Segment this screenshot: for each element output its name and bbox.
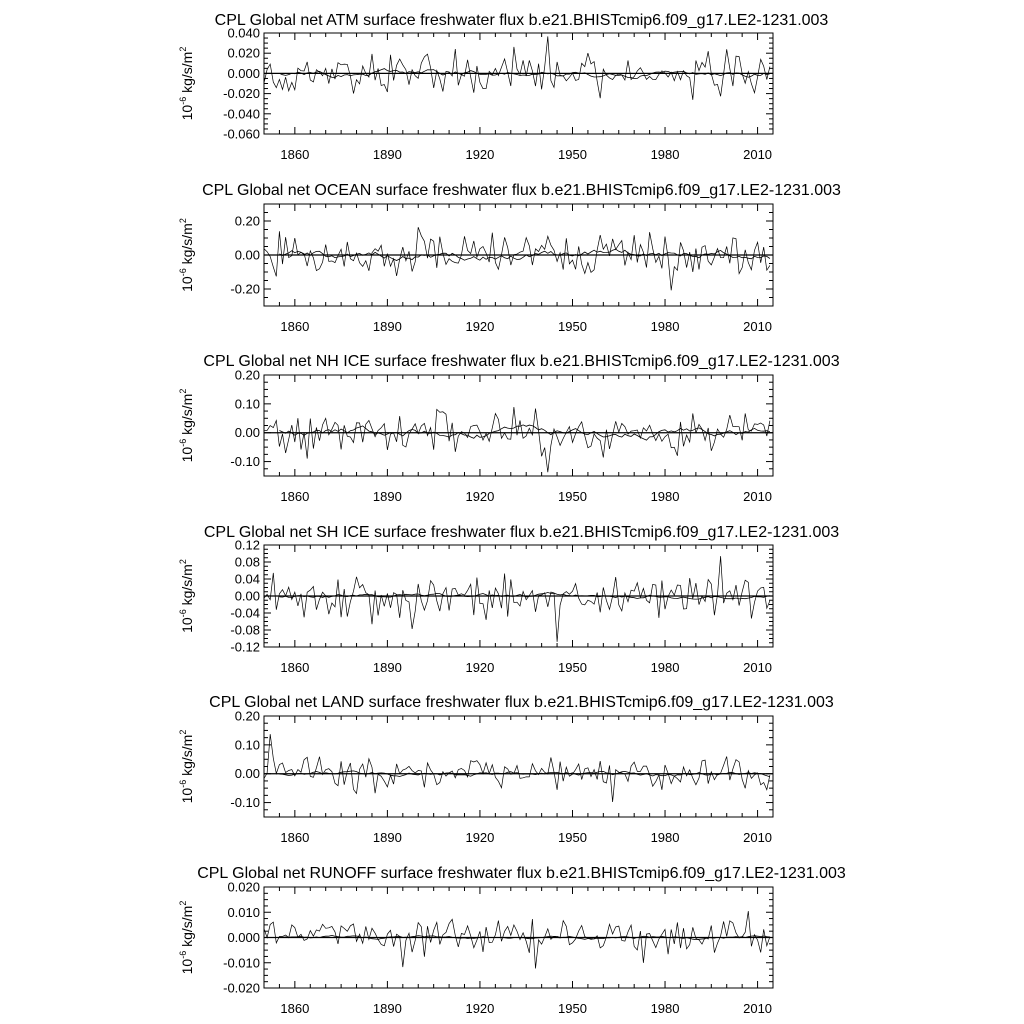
y-tick-label: 0.08 <box>234 554 260 570</box>
plot-frame <box>264 33 773 134</box>
y-tick-label: -0.04 <box>230 605 260 621</box>
x-tick-label: 1890 <box>372 660 402 675</box>
y-tick-label: 0.000 <box>227 65 260 81</box>
x-tick-label: 1950 <box>558 660 587 675</box>
y-tick-label: -0.040 <box>223 106 260 122</box>
x-tick-label: 2010 <box>743 319 773 334</box>
y-tick-label: 0.000 <box>227 930 260 945</box>
panel-title: CPL Global net LAND surface freshwater flux b.e21.BHISTcmip6.f09_g17.LE2-1231.003 <box>209 694 834 711</box>
y-axis-label: $10^{-6}$ $kg/s/m^2$ <box>178 900 195 975</box>
y-axis-label: $10^{-6}$ $kg/s/m^2$ <box>178 46 195 121</box>
y-tick-label: 0.00 <box>234 588 260 604</box>
x-tick-label: 1860 <box>280 830 310 845</box>
x-tick-label: 2010 <box>743 147 773 162</box>
y-tick-label: 0.00 <box>234 425 260 441</box>
panel-title: CPL Global net SH ICE surface freshwater flux b.e21.BHISTcmip6.f09_g17.LE2-1231.003 <box>203 524 840 541</box>
y-tick-label: 0.20 <box>234 708 260 724</box>
x-tick-label: 1950 <box>558 830 587 845</box>
panel-4 <box>178 524 839 675</box>
x-tick-label: 1890 <box>372 147 402 162</box>
y-tick-label: -0.10 <box>230 454 260 470</box>
x-tick-label: 1890 <box>372 319 402 334</box>
y-tick-label: -0.20 <box>230 281 260 297</box>
y-tick-label: 0.00 <box>234 766 260 782</box>
x-tick-label: 1920 <box>465 830 495 845</box>
x-tick-label: 1920 <box>465 489 495 504</box>
x-tick-label: 1860 <box>280 1001 310 1016</box>
y-tick-label: -0.020 <box>223 86 260 102</box>
y-tick-label: 0.010 <box>227 904 260 920</box>
x-tick-label: 1980 <box>650 147 680 162</box>
x-tick-label: 1860 <box>280 660 310 675</box>
y-axis-label: $10^{-6}$ $kg/s/m^2$ <box>178 388 195 463</box>
x-tick-label: 1980 <box>650 319 680 334</box>
x-tick-label: 1950 <box>558 319 587 334</box>
y-tick-label: 0.20 <box>234 213 260 229</box>
panel-title: CPL Global net ATM surface freshwater flux b.e21.BHISTcmip6.f09_g17.LE2-1231.003 <box>214 12 829 29</box>
x-tick-label: 1890 <box>372 830 402 845</box>
x-tick-label: 2010 <box>743 830 773 845</box>
panel-title: CPL Global net NH ICE surface freshwater flux b.e21.BHISTcmip6.f09_g17.LE2-1231.003 <box>203 353 840 370</box>
x-tick-label: 1920 <box>465 660 495 675</box>
x-tick-label: 1890 <box>372 489 402 504</box>
x-tick-label: 2010 <box>743 660 773 675</box>
panel-6 <box>178 865 846 1016</box>
series-line-annual <box>264 227 770 290</box>
x-tick-label: 1980 <box>650 1001 680 1016</box>
x-tick-label: 1950 <box>558 147 587 162</box>
series-line-annual <box>264 734 770 802</box>
series-line-annual <box>264 407 770 472</box>
x-tick-label: 1950 <box>558 489 587 504</box>
x-tick-label: 1920 <box>465 1001 495 1016</box>
x-tick-label: 1980 <box>650 489 680 504</box>
x-tick-label: 1980 <box>650 830 680 845</box>
y-tick-label: 0.020 <box>227 45 260 61</box>
x-tick-label: 1860 <box>280 147 310 162</box>
y-tick-label: -0.08 <box>230 622 260 638</box>
y-axis-label: $10^{-6}$ $kg/s/m^2$ <box>178 218 195 292</box>
y-tick-label: 0.20 <box>234 367 260 383</box>
y-tick-label: -0.010 <box>223 955 260 971</box>
y-tick-label: -0.10 <box>230 795 260 811</box>
y-tick-label: 0.10 <box>234 396 260 412</box>
x-tick-label: 1920 <box>465 319 495 334</box>
series-line-annual <box>264 911 770 968</box>
x-tick-label: 1950 <box>558 1001 587 1016</box>
y-tick-label: -0.020 <box>223 980 260 996</box>
y-tick-label: 0.12 <box>234 537 260 553</box>
x-tick-label: 1920 <box>465 147 495 162</box>
panel-2 <box>178 182 841 334</box>
y-tick-label: 0.04 <box>234 571 260 587</box>
y-axis-label: $10^{-6}$ $kg/s/m^2$ <box>178 729 195 804</box>
y-tick-label: 0.10 <box>234 737 260 753</box>
panel-3 <box>178 353 840 504</box>
y-tick-label: 0.020 <box>227 879 260 895</box>
series-line-annual <box>264 36 770 99</box>
x-tick-label: 1860 <box>280 489 310 504</box>
plot-frame <box>264 375 773 476</box>
panel-5 <box>178 694 834 845</box>
panel-title: CPL Global net OCEAN surface freshwater flux b.e21.BHISTcmip6.f09_g17.LE2-1231.003 <box>202 182 841 199</box>
x-tick-label: 1860 <box>280 319 310 334</box>
x-tick-label: 2010 <box>743 1001 773 1016</box>
x-tick-label: 1890 <box>372 1001 402 1016</box>
panel-1 <box>178 12 828 162</box>
panel-title: CPL Global net RUNOFF surface freshwater flux b.e21.BHISTcmip6.f09_g17.LE2-1231.003 <box>197 865 846 882</box>
y-tick-label: 0.00 <box>234 247 260 263</box>
x-tick-label: 2010 <box>743 489 773 504</box>
y-tick-label: -0.060 <box>223 126 260 142</box>
y-tick-label: -0.12 <box>230 639 260 655</box>
y-tick-label: 0.040 <box>227 25 260 41</box>
x-tick-label: 1980 <box>650 660 680 675</box>
y-axis-label: $10^{-6}$ $kg/s/m^2$ <box>178 559 195 633</box>
